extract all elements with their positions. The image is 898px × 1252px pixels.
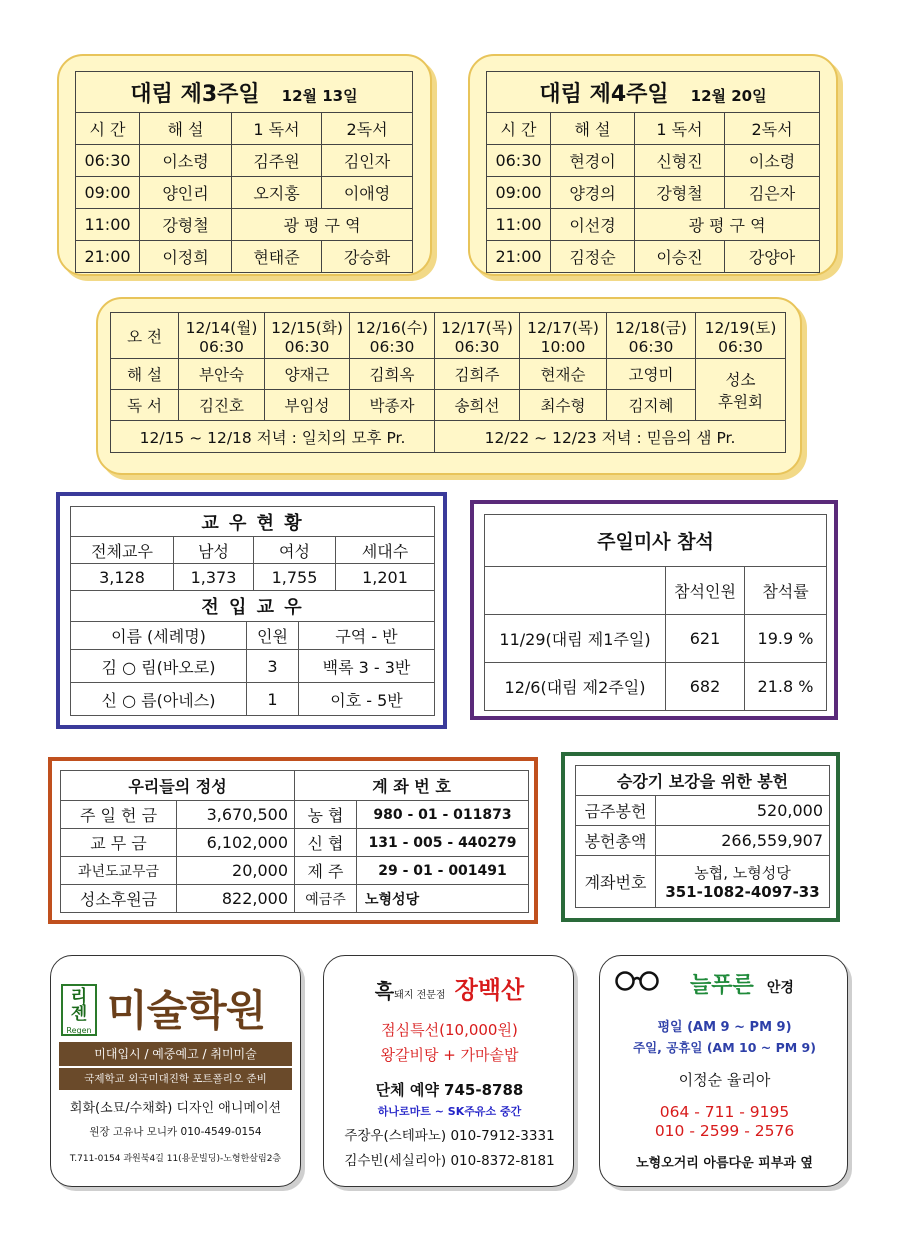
name-cell: 양인리	[140, 177, 232, 209]
header-reading1: 1 독서	[635, 113, 725, 145]
new-member-count: 3	[247, 650, 299, 683]
bank-name: 제 주	[295, 857, 357, 885]
name-cell: 이소령	[725, 145, 820, 177]
group-cell	[696, 359, 786, 421]
weekday-commentary-row	[111, 359, 786, 390]
glasses-icon	[613, 970, 661, 992]
account-number: 131 - 005 - 440279	[357, 829, 529, 857]
day-date: 12/16(수)	[356, 318, 428, 337]
value-male: 1,373	[174, 564, 254, 591]
day-date: 12/15(화)	[271, 318, 343, 337]
name-cell: 현태준	[232, 241, 322, 273]
offering-amount: 20,000	[177, 857, 295, 885]
day-date: 12/17(목)	[441, 318, 513, 337]
table-row	[71, 650, 435, 683]
header-time: 시 간	[487, 113, 551, 145]
table-row	[487, 177, 820, 209]
name-cell: 김인자	[322, 145, 413, 177]
time-cell: 11:00	[76, 209, 140, 241]
optician-suffix: 안경	[766, 980, 794, 996]
name-cell: 김진호	[179, 390, 265, 421]
ad-art-academy	[50, 955, 301, 1187]
name-cell: 이선경	[551, 209, 635, 241]
attendance-label: 12/6(대림 제2주일)	[485, 663, 666, 711]
commentary-label: 해 설	[111, 359, 179, 390]
offering-label: 주 일 헌 금	[61, 801, 177, 829]
day-time: 06:30	[284, 337, 330, 356]
name-cell: 현재순	[520, 359, 607, 390]
day-date: 12/19(토)	[704, 318, 777, 337]
day-date: 12/18(금)	[615, 318, 687, 337]
building-fund-frame	[561, 752, 840, 922]
value-total: 3,128	[71, 564, 174, 591]
name-cell: 김정순	[551, 241, 635, 273]
restaurant-menu2: 왕갈비탕 + 가마솥밥	[380, 1046, 519, 1064]
name-cell: 강양아	[725, 241, 820, 273]
header-count: 참석인원	[666, 567, 745, 615]
attendance-table	[484, 514, 827, 711]
optician-header	[690, 968, 840, 999]
ad-optician	[599, 955, 848, 1187]
account-label: 계좌번호	[576, 856, 656, 908]
name-cell: 현경이	[551, 145, 635, 177]
optician-name: 늘푸른	[690, 973, 754, 998]
name-cell: 신형진	[635, 145, 725, 177]
academy-courses: 회화(소묘/수채화) 디자인 애니메이션	[69, 1101, 282, 1116]
time-cell: 06:30	[76, 145, 140, 177]
time-cell: 09:00	[487, 177, 551, 209]
day-time: 10:00	[540, 337, 586, 356]
logo-sub: Regen	[66, 1026, 92, 1035]
bank-name: 신 협	[295, 829, 357, 857]
name-cell: 김지혜	[607, 390, 696, 421]
week3-title-cell	[76, 72, 413, 113]
offering-label: 과년도교무금	[61, 857, 177, 885]
footer-right: 12/22 ~ 12/23 저녁 : 믿음의 샘 Pr.	[435, 421, 786, 453]
time-cell: 21:00	[487, 241, 551, 273]
offering-col1-header: 우리들의 정성	[61, 771, 295, 801]
week3-title: 대림 제3주일	[130, 81, 260, 107]
week4-header-row	[487, 113, 820, 145]
optician-hours-weekday: 평일 (AM 9 ~ PM 9)	[657, 1020, 792, 1035]
header-time: 시 간	[76, 113, 140, 145]
time-cell: 21:00	[76, 241, 140, 273]
optician-phone1: 064 - 711 - 9195	[659, 1103, 790, 1121]
day-date: 12/14(월)	[185, 318, 258, 337]
attendance-rate: 19.9 %	[745, 615, 827, 663]
name-cell: 최수형	[520, 390, 607, 421]
academy-banner-2: 국제학교 외국미대진학 포트폴리오 준비	[59, 1068, 292, 1090]
logo-text: 리젠	[70, 987, 88, 1024]
optician-phone2: 010 - 2599 - 2576	[654, 1122, 795, 1140]
offering-amount: 822,000	[177, 885, 295, 913]
name-cell: 이애영	[322, 177, 413, 209]
day-cell	[520, 313, 607, 359]
header-reading2: 2독서	[725, 113, 820, 145]
weekday-reading-row	[111, 390, 786, 421]
day-time: 06:30	[454, 337, 500, 356]
restaurant-contact1: 주장우(스테파노) 010-7912-3331	[344, 1128, 555, 1144]
header-households: 세대수	[336, 537, 435, 564]
offering-amount: 6,102,000	[177, 829, 295, 857]
day-time: 06:30	[199, 337, 244, 356]
offering-frame	[48, 757, 538, 924]
name-cell: 부임성	[265, 390, 350, 421]
group-line1: 성소	[725, 370, 756, 389]
am-label: 오 전	[111, 313, 179, 359]
restaurant-location: 하나로마트 ~ SK주유소 중간	[377, 1105, 522, 1118]
header-female: 여성	[254, 537, 336, 564]
header-reading1: 1 독서	[232, 113, 322, 145]
attendance-count: 621	[666, 615, 745, 663]
time-cell: 11:00	[487, 209, 551, 241]
members-title: 교 우 현 황	[71, 507, 435, 537]
ad-restaurant	[323, 955, 574, 1187]
new-member-name: 김 ○ 림(바오로)	[71, 650, 247, 683]
week4-panel	[468, 54, 838, 276]
week4-date: 12월 20일	[690, 86, 767, 105]
fund-label: 금주봉헌	[576, 796, 656, 826]
name-cell: 오지홍	[232, 177, 322, 209]
week3-table	[75, 71, 413, 273]
attendance-header-row	[485, 567, 827, 615]
merged-cell: 광 평 구 역	[232, 209, 413, 241]
fund-value: 266,559,907	[656, 826, 830, 856]
offering-label: 교 무 금	[61, 829, 177, 857]
header-commentary: 해 설	[140, 113, 232, 145]
name-cell: 송희선	[435, 390, 520, 421]
table-row	[76, 177, 413, 209]
members-frame	[56, 492, 447, 729]
academy-banner-1: 미대입시 / 예중예고 / 취미미술	[59, 1042, 292, 1066]
table-row	[76, 145, 413, 177]
account-holder: 노형성당	[357, 885, 529, 913]
bank-name: 농 협	[295, 801, 357, 829]
account-line2: 351-1082-4097-33	[665, 883, 820, 901]
attendance-label: 11/29(대림 제1주일)	[485, 615, 666, 663]
members-table	[70, 506, 435, 591]
week4-title: 대림 제4주일	[539, 81, 669, 107]
day-time: 06:30	[718, 337, 763, 356]
building-fund-title: 승강기 보강을 위한 봉헌	[576, 766, 830, 796]
week3-panel	[57, 54, 432, 276]
name-cell: 강형철	[635, 177, 725, 209]
restaurant-reservation: 단체 예약 745-8788	[375, 1081, 524, 1099]
account-number: 980 - 01 - 011873	[357, 801, 529, 829]
account-holder-label: 예금주	[295, 885, 357, 913]
table-row	[487, 241, 820, 273]
name-cell: 김희옥	[350, 359, 435, 390]
table-row	[576, 826, 830, 856]
members-value-row	[71, 564, 435, 591]
name-cell: 양경의	[551, 177, 635, 209]
new-member-count: 1	[247, 683, 299, 716]
logo-box	[61, 984, 97, 1036]
new-member-area: 백록 3 - 3반	[299, 650, 435, 683]
table-row	[485, 663, 827, 711]
weekday-panel	[96, 297, 802, 475]
name-cell: 강승화	[322, 241, 413, 273]
table-row	[485, 615, 827, 663]
header-reading2: 2독서	[322, 113, 413, 145]
fund-value: 520,000	[656, 796, 830, 826]
account-line1: 농협, 노형성당	[694, 864, 791, 882]
header-total: 전체교우	[71, 537, 174, 564]
table-row	[487, 145, 820, 177]
fund-label: 봉헌총액	[576, 826, 656, 856]
time-cell: 06:30	[487, 145, 551, 177]
restaurant-prefix: 흑	[374, 979, 395, 1003]
week3-header-row	[76, 113, 413, 145]
weekday-table	[110, 312, 786, 453]
day-cell	[179, 313, 265, 359]
footer-left: 12/15 ~ 12/18 저녁 : 일치의 모후 Pr.	[111, 421, 435, 453]
restaurant-type: 돼지 전문점	[394, 990, 446, 1001]
name-cell: 김희주	[435, 359, 520, 390]
week3-date: 12월 13일	[281, 86, 358, 105]
academy-director: 원장 고유나 모니카 010-4549-0154	[89, 1126, 262, 1138]
attendance-count: 682	[666, 663, 745, 711]
header-commentary: 해 설	[551, 113, 635, 145]
table-row	[61, 829, 529, 857]
group-line2: 후원회	[718, 392, 763, 411]
day-time: 06:30	[369, 337, 415, 356]
header-area: 구역 - 반	[299, 622, 435, 650]
restaurant-name: 장백산	[454, 976, 525, 1004]
header-name: 이름 (세례명)	[71, 622, 247, 650]
academy-name: 미술학원	[107, 986, 266, 1035]
offering-table	[60, 770, 529, 913]
merged-cell: 광 평 구 역	[635, 209, 820, 241]
day-cell	[696, 313, 786, 359]
day-cell	[607, 313, 696, 359]
day-date: 12/17(목)	[527, 318, 599, 337]
table-row	[71, 683, 435, 716]
table-row	[61, 857, 529, 885]
header-count: 인원	[247, 622, 299, 650]
members-header-row	[71, 537, 435, 564]
new-members-header-row	[71, 622, 435, 650]
table-row	[76, 241, 413, 273]
name-cell: 강형철	[140, 209, 232, 241]
offering-amount: 3,670,500	[177, 801, 295, 829]
reading-label: 독 서	[111, 390, 179, 421]
name-cell: 이승진	[635, 241, 725, 273]
table-row	[576, 856, 830, 908]
name-cell: 양재근	[265, 359, 350, 390]
day-time: 06:30	[628, 337, 674, 356]
week4-table	[486, 71, 820, 273]
weekday-date-row	[111, 313, 786, 359]
value-female: 1,755	[254, 564, 336, 591]
account-number: 29 - 01 - 001491	[357, 857, 529, 885]
new-members-title: 전 입 교 우	[71, 591, 435, 622]
name-cell: 부안숙	[179, 359, 265, 390]
week4-title-cell	[487, 72, 820, 113]
day-cell	[265, 313, 350, 359]
name-cell: 김주원	[232, 145, 322, 177]
time-cell: 09:00	[76, 177, 140, 209]
offering-label: 성소후원금	[61, 885, 177, 913]
table-row	[61, 801, 529, 829]
table-row	[576, 796, 830, 826]
weekday-footer-row	[111, 421, 786, 453]
header-male: 남성	[174, 537, 254, 564]
blank-cell	[485, 567, 666, 615]
table-row	[487, 209, 820, 241]
new-member-area: 이호 - 5반	[299, 683, 435, 716]
name-cell: 김은자	[725, 177, 820, 209]
offering-col2-header: 계 좌 번 호	[295, 771, 529, 801]
name-cell: 이소령	[140, 145, 232, 177]
restaurant-header	[324, 970, 575, 1005]
name-cell: 박종자	[350, 390, 435, 421]
optician-address: 노형오거리 아름다운 피부과 옆	[636, 1156, 813, 1171]
day-cell	[435, 313, 520, 359]
new-member-name: 신 ○ 름(아네스)	[71, 683, 247, 716]
offering-header-row	[61, 771, 529, 801]
attendance-rate: 21.8 %	[745, 663, 827, 711]
restaurant-menu1: 점심특선(10,000원)	[381, 1021, 518, 1039]
header-rate: 참석률	[745, 567, 827, 615]
optician-owner: 이정순 율리아	[678, 1071, 771, 1089]
restaurant-contact2: 김수빈(세실리아) 010-8372-8181	[344, 1153, 555, 1169]
name-cell: 고영미	[607, 359, 696, 390]
academy-address: T.711-0154 과원북4길 11(용문빌딩)-노형한살림2층	[69, 1154, 282, 1164]
new-members-table	[70, 590, 435, 716]
day-cell	[350, 313, 435, 359]
optician-hours-holiday: 주일, 공휴일 (AM 10 ~ PM 9)	[633, 1040, 816, 1055]
building-fund-table	[575, 765, 830, 908]
value-households: 1,201	[336, 564, 435, 591]
table-row	[61, 885, 529, 913]
attendance-title: 주일미사 참석	[485, 515, 827, 567]
attendance-frame	[470, 500, 838, 720]
name-cell: 이정희	[140, 241, 232, 273]
table-row	[76, 209, 413, 241]
account-cell	[656, 856, 830, 908]
